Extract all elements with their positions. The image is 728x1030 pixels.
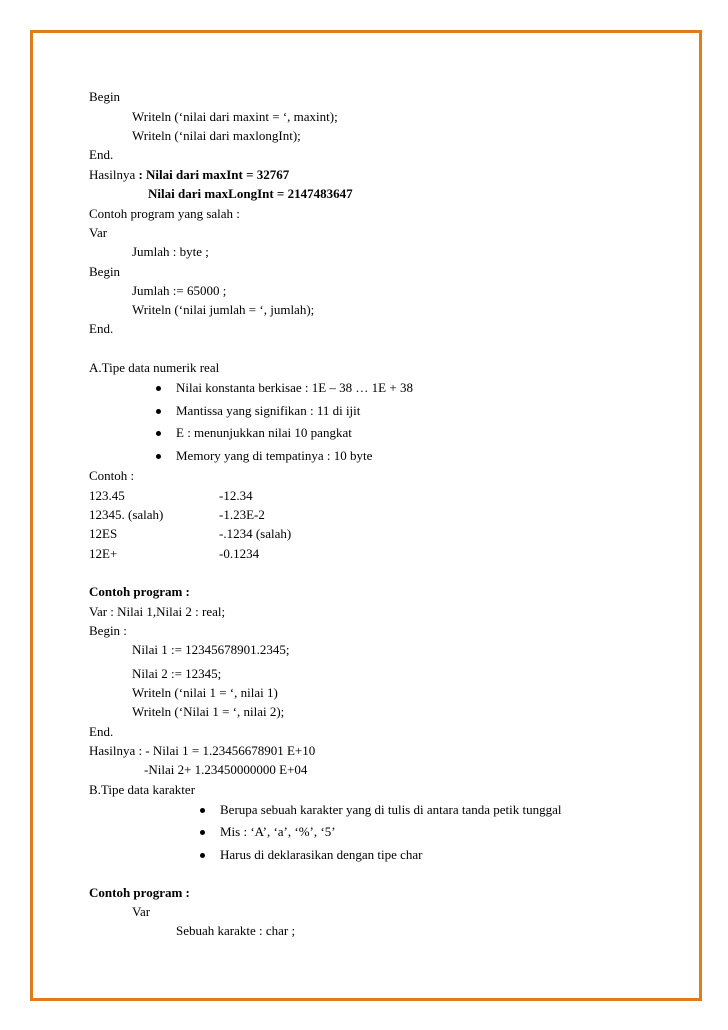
- example-right: -0.1234: [219, 546, 260, 561]
- bullet-item: Memory yang di tempatinya : 10 byte: [176, 448, 373, 463]
- text-line: Contoh program yang salah :: [89, 206, 240, 221]
- bullet-item: Harus di deklarasikan dengan tipe char: [220, 847, 423, 862]
- text-line: Contoh :: [89, 468, 135, 483]
- bullet-item: Berupa sebuah karakter yang di tulis di antara tanda petik tunggal: [220, 802, 562, 817]
- example-left: 12ES: [89, 526, 118, 541]
- example-right: -.1234 (salah): [219, 526, 292, 541]
- bullet-icon: [156, 431, 161, 436]
- section-heading: Contoh program :: [89, 584, 190, 599]
- code-line: Begin: [89, 264, 121, 279]
- code-line: Var: [89, 225, 108, 240]
- bullet-icon: [156, 454, 161, 459]
- code-line: Nilai 1 := 12345678901.2345;: [132, 642, 290, 657]
- bullet-item: Mantissa yang signifikan : 11 di ijit: [176, 403, 361, 418]
- code-line: Writeln (‘nilai dari maxlongInt);: [132, 128, 301, 143]
- example-left: 123.45: [89, 488, 125, 503]
- code-line: End.: [89, 147, 114, 162]
- bullet-icon: [200, 808, 205, 813]
- bullet-icon: [156, 386, 161, 391]
- result-line: Hasilnya : - Nilai 1 = 1.23456678901 E+10: [89, 743, 316, 758]
- bullet-icon: [200, 830, 205, 835]
- code-line: Begin: [89, 89, 121, 104]
- bullet-icon: [200, 853, 205, 858]
- code-line: Nilai 2 := 12345;: [132, 666, 222, 681]
- example-left: 12E+: [89, 546, 118, 561]
- result-label: Hasilnya: [89, 167, 136, 182]
- example-right: -12.34: [219, 488, 253, 503]
- code-line: Jumlah : byte ;: [132, 244, 209, 259]
- code-line: Jumlah := 65000 ;: [132, 283, 227, 298]
- code-line: Writeln (‘nilai dari maxint = ‘, maxint);: [132, 109, 338, 124]
- code-line: Begin :: [89, 623, 127, 638]
- bullet-item: Nilai konstanta berkisae : 1E – 38 … 1E + 38: [176, 380, 413, 395]
- bullet-item: E : menunjukkan nilai 10 pangkat: [176, 425, 352, 440]
- code-line: End.: [89, 724, 114, 739]
- code-line: Writeln (‘nilai 1 = ‘, nilai 1): [132, 685, 278, 700]
- code-line: Writeln (‘Nilai 1 = ‘, nilai 2);: [132, 704, 285, 719]
- section-heading: A.Tipe data numerik real: [89, 360, 220, 375]
- bullet-item: Mis : ‘A’, ‘a’, ‘%’, ‘5’: [220, 824, 336, 839]
- code-line: Var: [132, 904, 151, 919]
- result-line: -Nilai 2+ 1.23450000000 E+04: [144, 762, 308, 777]
- section-heading: Contoh program :: [89, 885, 190, 900]
- section-heading: B.Tipe data karakter: [89, 782, 196, 797]
- code-line: Writeln (‘nilai jumlah = ‘, jumlah);: [132, 302, 315, 317]
- example-left: 12345. (salah): [89, 507, 164, 522]
- result-value: : Nilai dari maxInt = 32767: [138, 167, 290, 182]
- example-right: -1.23E-2: [219, 507, 265, 522]
- result-line: [89, 167, 289, 183]
- code-line: Sebuah karakte : char ;: [176, 923, 296, 938]
- result-value: Nilai dari maxLongInt = 2147483647: [148, 186, 353, 201]
- code-line: Var : Nilai 1,Nilai 2 : real;: [89, 604, 226, 619]
- bullet-icon: [156, 409, 161, 414]
- code-line: End.: [89, 321, 114, 336]
